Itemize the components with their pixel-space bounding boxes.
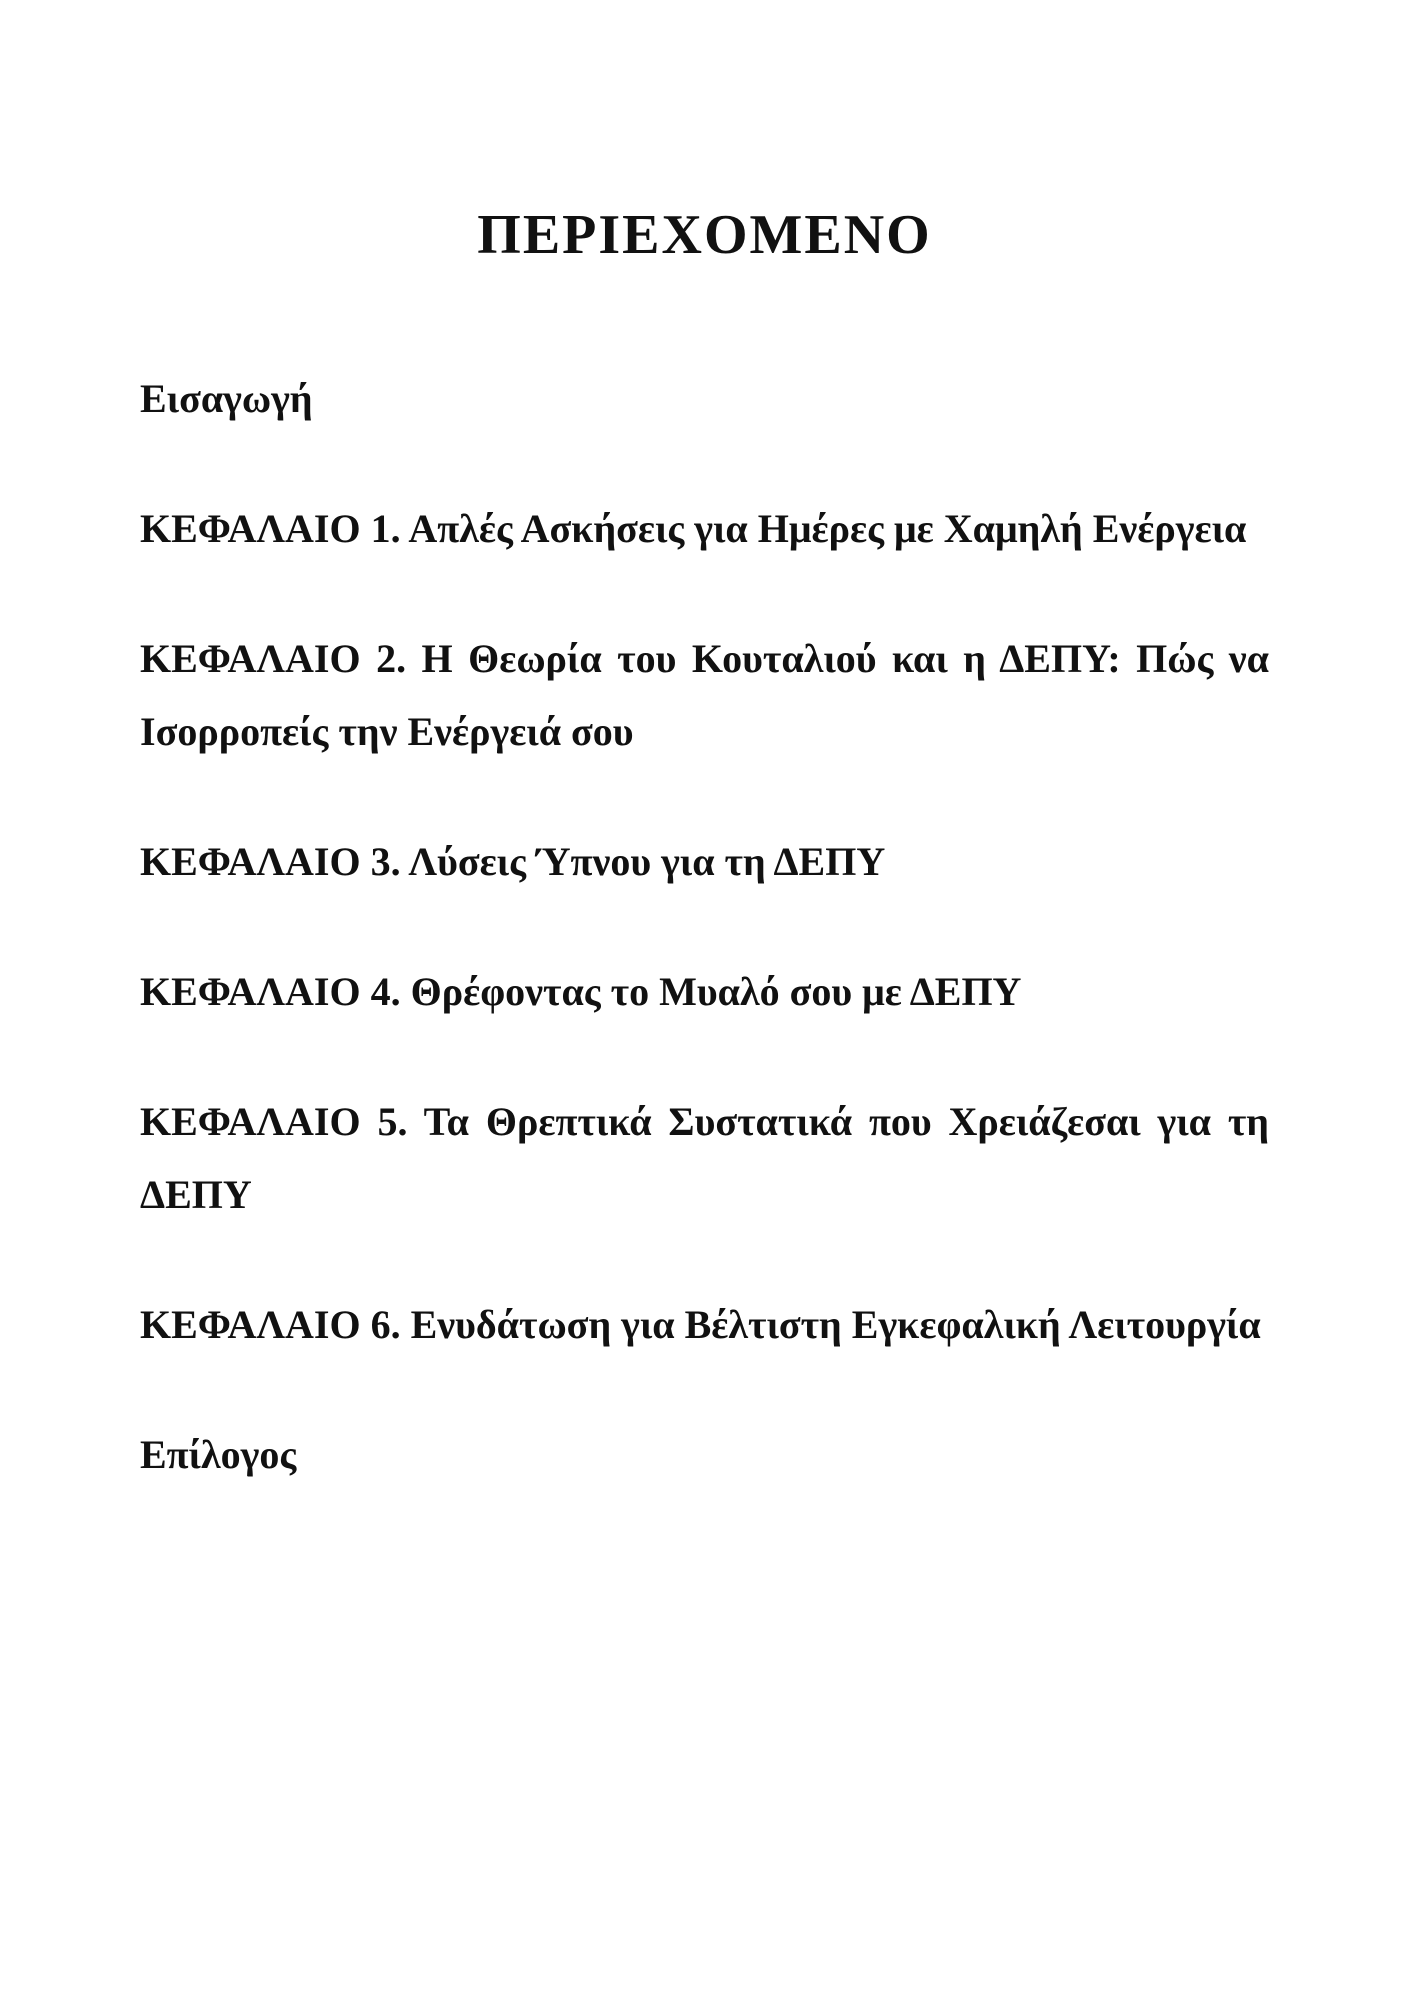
toc-entry-chapter-2: ΚΕΦΑΛΑΙΟ 2. Η Θεωρία του Κουταλιού και η ΔΕΠΥ: Πώς να Ισορροπείς την Ενέργειά σου bbox=[140, 636, 1269, 754]
page-title: ΠΕΡΙΕΧΟΜΕΝΟ bbox=[477, 204, 932, 266]
toc-entry-introduction: Εισαγωγή bbox=[140, 376, 313, 421]
toc-entry-chapter-1: ΚΕΦΑΛΑΙΟ 1. Απλές Ασκήσεις για Ημέρες με Χαμηλή Ενέργεια bbox=[140, 506, 1247, 551]
toc-entry-chapter-4: ΚΕΦΑΛΑΙΟ 4. Θρέφοντας το Μυαλό σου με ΔΕΠΥ bbox=[140, 969, 1022, 1014]
toc-entry-epilogue: Επίλογος bbox=[140, 1432, 297, 1477]
toc-entry-chapter-6: ΚΕΦΑΛΑΙΟ 6. Ενυδάτωση για Βέλτιστη Εγκεφαλική Λειτουργία bbox=[140, 1302, 1261, 1347]
toc-entry-chapter-3: ΚΕΦΑΛΑΙΟ 3. Λύσεις Ύπνου για τη ΔΕΠΥ bbox=[140, 839, 886, 884]
toc-entry-chapter-5: ΚΕΦΑΛΑΙΟ 5. Τα Θρεπτικά Συστατικά που Χρειάζεσαι για τη ΔΕΠΥ bbox=[140, 1099, 1269, 1217]
